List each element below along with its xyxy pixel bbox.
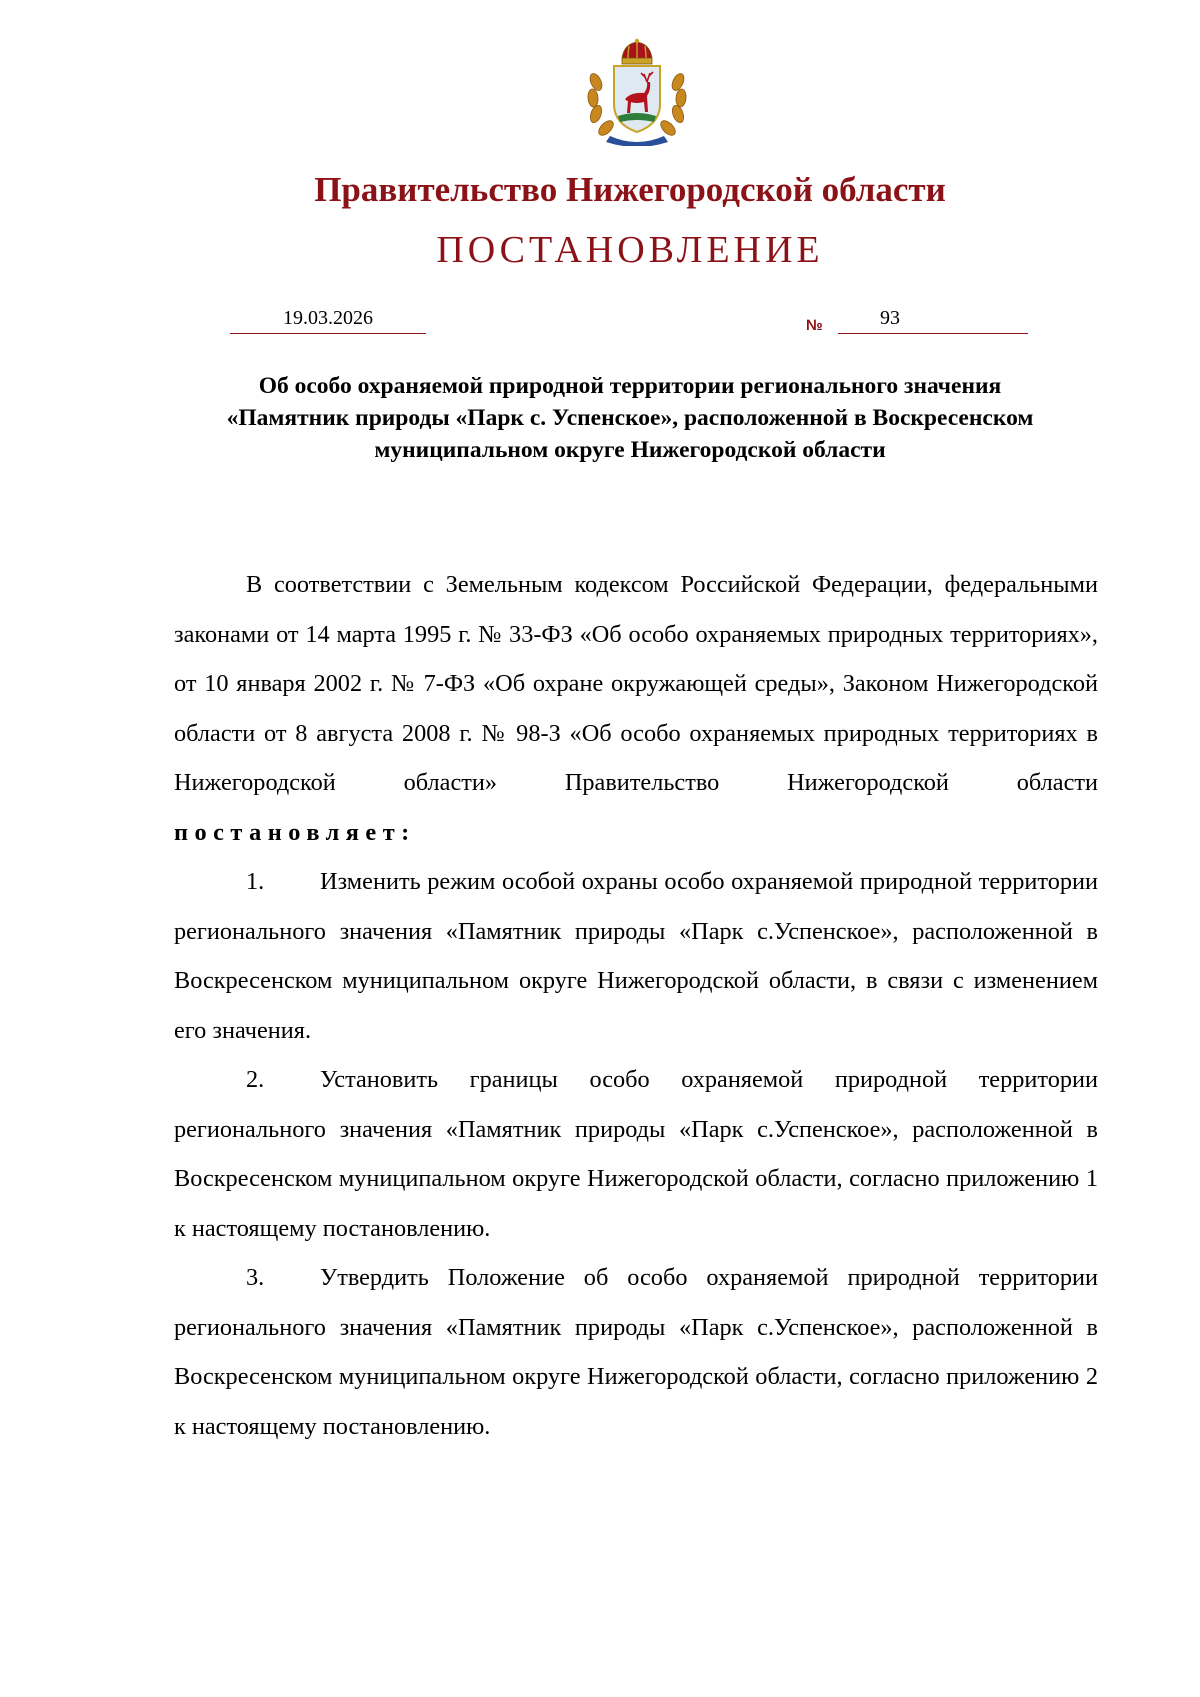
- document-type: ПОСТАНОВЛЕНИЕ: [436, 229, 824, 271]
- list-item: [174, 857, 1098, 1055]
- item-text: Утвердить Положение об особо охраняемой природной территории регионального значения «Памятник природы «Парк с.Успенское», расположенной в Воскресенском муниципальном округе Нижегородской области, согласно приложению 2 к настоящему постановлению.: [174, 1264, 1098, 1440]
- number-underline: [838, 333, 1028, 334]
- registration-date: 19.03.2026: [283, 307, 373, 329]
- item-text: Изменить режим особой охраны особо охраняемой природной территории регионального значения «Памятник природы «Парк с.Успенское», расположенной в Воскресенском муниципальном округе Нижегородской области, в связи с изменением его значения.: [174, 868, 1098, 1044]
- registration-number-field: [838, 306, 1028, 334]
- item-text: Установить границы особо охраняемой природной территории регионального значения «Памятник природы «Парк с.Успенское», расположенной в Воскресенском муниципальном округе Нижегородской области, согласно приложению 1 к настоящему постановлению.: [174, 1066, 1098, 1242]
- list-item: [174, 1253, 1098, 1451]
- item-number: 2.: [246, 1066, 265, 1093]
- registration-date-field: [230, 306, 426, 334]
- item-number: 3.: [246, 1264, 265, 1291]
- date-underline: [230, 333, 426, 334]
- resolves-word: постановляет:: [174, 818, 416, 846]
- number-sign: №: [806, 317, 823, 334]
- list-item: [174, 1055, 1098, 1253]
- document-subject: Об особо охраняемой природной территории регионального значения «Памятник природы «Парк с. Успенское», расположенной в Воскресенском муниципальном округе Нижегородской области: [226, 373, 1034, 463]
- organization-name: Правительство Нижегородской области: [314, 170, 946, 209]
- coat-of-arms-icon: [584, 38, 690, 146]
- item-number: 1.: [246, 868, 265, 895]
- document-body: [174, 560, 1098, 1451]
- registration-number: 93: [880, 307, 900, 329]
- preamble-text: В соответствии с Земельным кодексом Российской Федерации, федеральными законами от 14 марта 1995 г. № 33-ФЗ «Об особо охраняемых природных территориях», от 10 января 2002 г. № 7-ФЗ «Об охране окружающей среды», Законом Нижегородской области от 8 августа 2008 г. № 98-З «Об особо охраняемых природных территориях в Нижегородской области» Правительство Нижегородской области: [174, 571, 1098, 796]
- preamble-paragraph: [174, 560, 1098, 857]
